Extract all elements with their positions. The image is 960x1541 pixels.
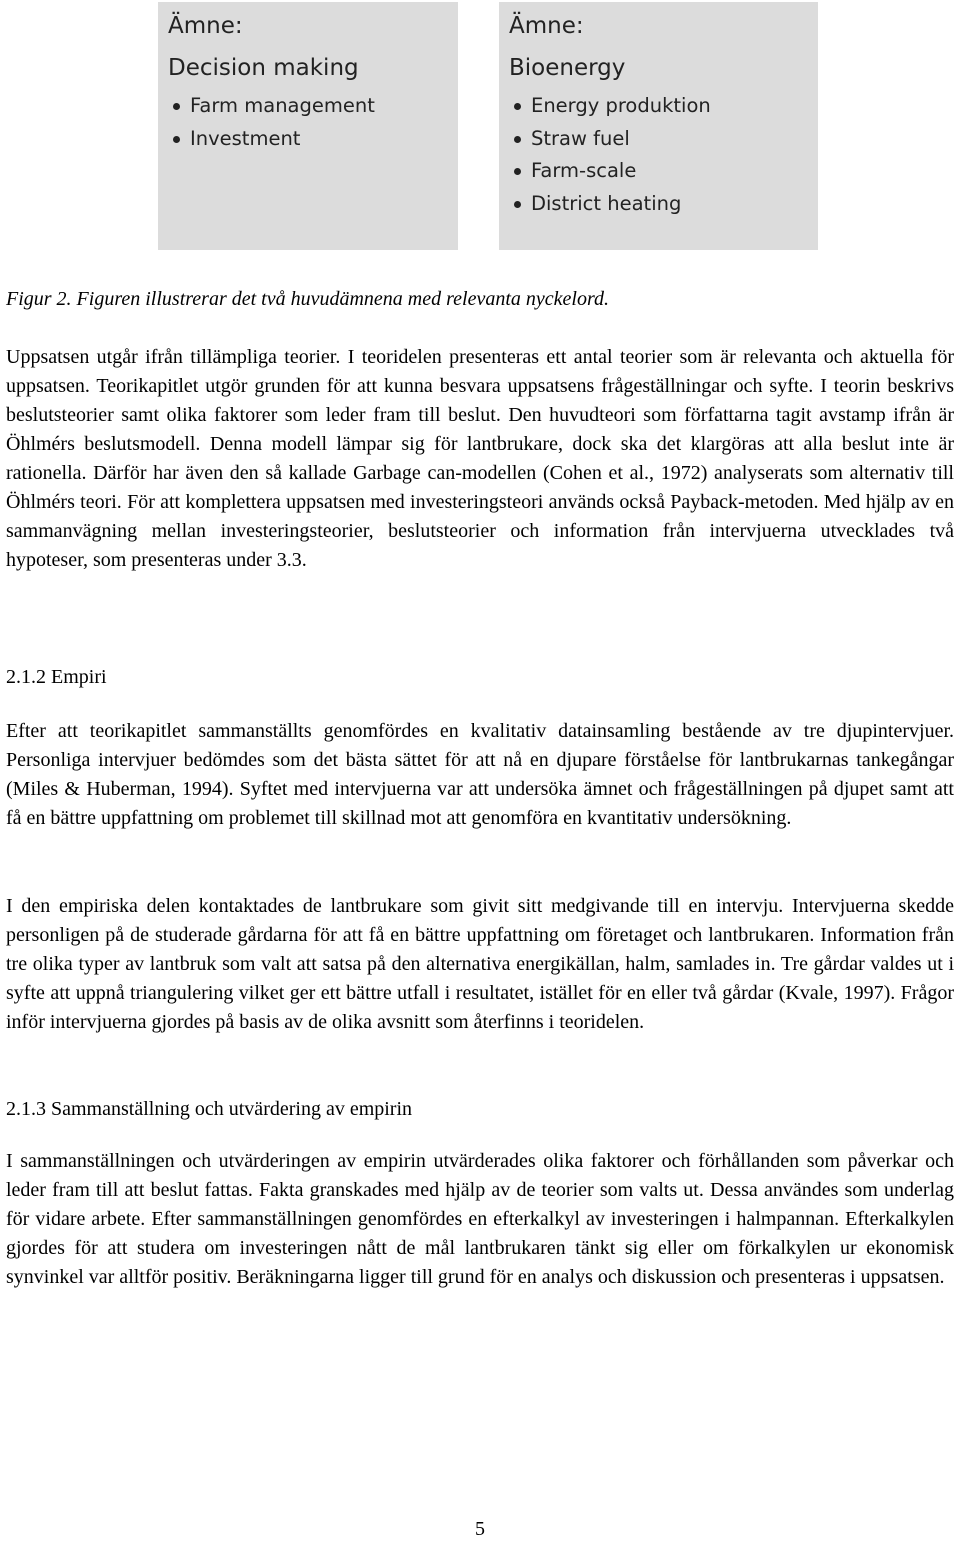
keyword-list [509,90,808,220]
topic-box-decision-making [158,2,458,250]
paragraph-empiri-method: Efter att teorikapitlet sammanställts genomfördes en kvalitativ datainsamling bestående av tre djupintervjuer. Personliga intervjuer bedömdes som det bästa sättet för att nå en djupare förståelse för lantbrukarnas tankegångar (Miles & Huberman, 1994). Syftet med intervjuerna var att undersöka ämnet och frågeställningen på djupet samt att få en bättre uppfattning om problemet till skillnad mot att genomföra en kvantitativ undersökning. [6,720,954,829]
keyword-list [168,90,448,155]
topic-name: Decision making [168,55,359,81]
topic-label: Ämne: [509,13,584,39]
page-number: 5 [475,1518,485,1540]
paragraph-sammanstallning: I sammanställningen och utvärderingen av empirin utvärderades olika faktorer och förhållanden som påverkar och leder fram till att beslut fattas. Fakta granskades med hjälp av de teorier som valts ut. Dessa användes som underlag för vidare arbete. Efter sammanställningen genomfördes en efterkalkyl av investeringen i halmpannan. Efterkalkylen gjordes för att studera om investeringen nått de mål lantbrukaren tänkt sig eller om förkalkylen ur ekonomisk synvinkel var alltför positiv. Beräkningarna ligger till grund för en analys och diskussion och presenteras i uppsatsen. [6,1150,954,1288]
keyword-item: Investment [168,123,448,156]
keyword-item: Energy produktion [509,90,808,123]
keyword-item: District heating [509,188,808,221]
topic-label: Ämne: [168,13,243,39]
keyword-item: Farm-scale [509,155,808,188]
topic-box-bioenergy [499,2,818,250]
topic-name: Bioenergy [509,55,626,81]
paragraph-theory: Uppsatsen utgår ifrån tillämpliga teorier. I teoridelen presenteras ett antal teorier som är relevanta och aktuella för uppsatsen. Teorikapitlet utgör grunden för att kunna besvara uppsatsens frågeställningar och syfte. I teorin beskrivs beslutsteorier samt olika faktorer som leder fram till beslut. Den huvudteori som författarna tagit avstamp ifrån är Öhlmérs beslutsmodell. Denna modell lämpar sig för lantbrukare, dock ska det klargöras att alla beslut inte är rationella. Därför har även den så kallade Garbage can-modellen (Cohen et al., 1972) analyserats som alternativ till Öhlmérs teori. För att komplettera uppsatsen med investeringsteori används också Payback-metoden. Med hjälp av en sammanvägning mellan investeringsteorier, beslutsteorier och information från intervjuerna utvecklades två hypoteser, som presenteras under 3.3. [6,346,954,571]
heading-empiri: 2.1.2 Empiri [6,666,107,688]
heading-sammanstallning: 2.1.3 Sammanställning och utvärdering av empirin [6,1098,413,1120]
paragraph-empiri-interviews: I den empiriska delen kontaktades de lantbrukare som givit sitt medgivande till en intervju. Intervjuerna skedde personligen på de studerade gårdarna för att få en bättre uppfattning om företaget och lantbrukaren. Information från tre olika typer av lantbruk som valt att satsa på den alternativa energikällan, halm, samlades in. Tre gårdar valdes ut i syfte att uppnå triangulering vilket ger ett bättre utfall i resultatet, istället för en eller två gårdar (Kvale, 1997). Frågor inför intervjuerna gjordes på basis av de olika avsnitt som återfinns i teoridelen. [6,895,954,1033]
figure-caption: Figur 2. Figuren illustrerar det två huvudämnena med relevanta nyckelord. [6,288,610,310]
keyword-item: Straw fuel [509,123,808,156]
figure-2 [158,2,818,250]
keyword-item: Farm management [168,90,448,123]
